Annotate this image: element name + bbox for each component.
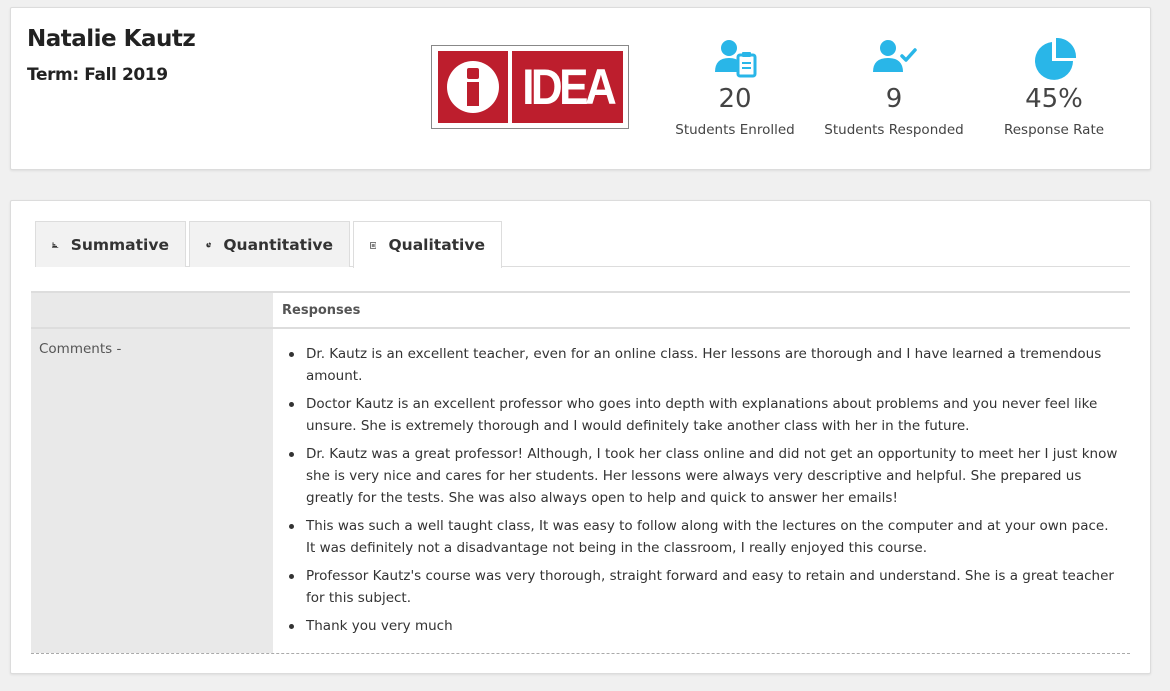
comments-label: Comments - — [31, 329, 273, 653]
idea-logo: IDEA — [431, 45, 629, 129]
tab-label: Qualitative — [388, 236, 485, 254]
stat-label: Students Responded — [824, 122, 964, 138]
stat-label: Students Enrolled — [675, 122, 795, 138]
table-header-row — [31, 291, 1130, 329]
tab-summative[interactable] — [35, 221, 186, 267]
tab-label: Summative — [70, 235, 169, 254]
comments-list — [285, 343, 1120, 637]
tab-label: Quantitative — [223, 235, 333, 254]
list-item: Dr. Kautz was a great professor! Although, I took her class online and did not get an opportunity to meet her I just know she is very nice and cares for her students. Her lessons were always very descriptive and helpful. She prepared us greatly for the tests. She was also always open to help and quick to answer her emails! — [285, 443, 1120, 509]
list-item: Doctor Kautz is an excellent professor who goes into depth with explanations about problems and you never feel like unsure. She is extremely thorough and I would definitely take another class with her in the future. — [285, 393, 1120, 437]
list-item: This was such a well taught class, It was easy to follow along with the lectures on the computer and at your own pace. It was definitely not a disadvantage not being in the classroom, I really enjoyed this course. — [285, 515, 1120, 559]
summary-header-card — [10, 7, 1151, 170]
evaluation-card — [10, 200, 1151, 674]
user-check-icon — [870, 38, 918, 80]
stat-value: 9 — [885, 84, 903, 114]
stat-students-responded — [819, 38, 969, 138]
comments-cell — [273, 329, 1130, 653]
list-item: Thank you very much — [285, 615, 1120, 637]
document-icon — [370, 238, 376, 253]
responses-table — [31, 291, 1130, 654]
instructor-name: Natalie Kautz — [27, 26, 196, 52]
pie-icon — [206, 237, 211, 253]
responses-header: Responses — [273, 293, 1130, 327]
stat-value: 45% — [1025, 84, 1083, 114]
pie-chart-icon — [1030, 38, 1078, 80]
tab-quantitative[interactable] — [189, 221, 350, 267]
term-label: Term: Fall 2019 — [27, 65, 168, 85]
table-row — [31, 329, 1130, 654]
list-item: Professor Kautz's course was very thorough, straight forward and easy to retain and understand. She is a great teacher for this subject. — [285, 565, 1120, 609]
user-clipboard-icon — [711, 38, 759, 80]
stat-value: 20 — [718, 84, 752, 114]
tab-qualitative[interactable] — [353, 221, 502, 268]
tab-bar — [35, 221, 1130, 267]
bar-chart-icon — [52, 238, 59, 252]
stat-response-rate — [979, 38, 1129, 138]
list-item: Dr. Kautz is an excellent teacher, even for an online class. Her lessons are thorough and I have learned a tremendous amount. — [285, 343, 1120, 387]
stat-students-enrolled — [660, 38, 810, 138]
stat-label: Response Rate — [1003, 122, 1105, 138]
header-empty-cell — [31, 293, 273, 327]
